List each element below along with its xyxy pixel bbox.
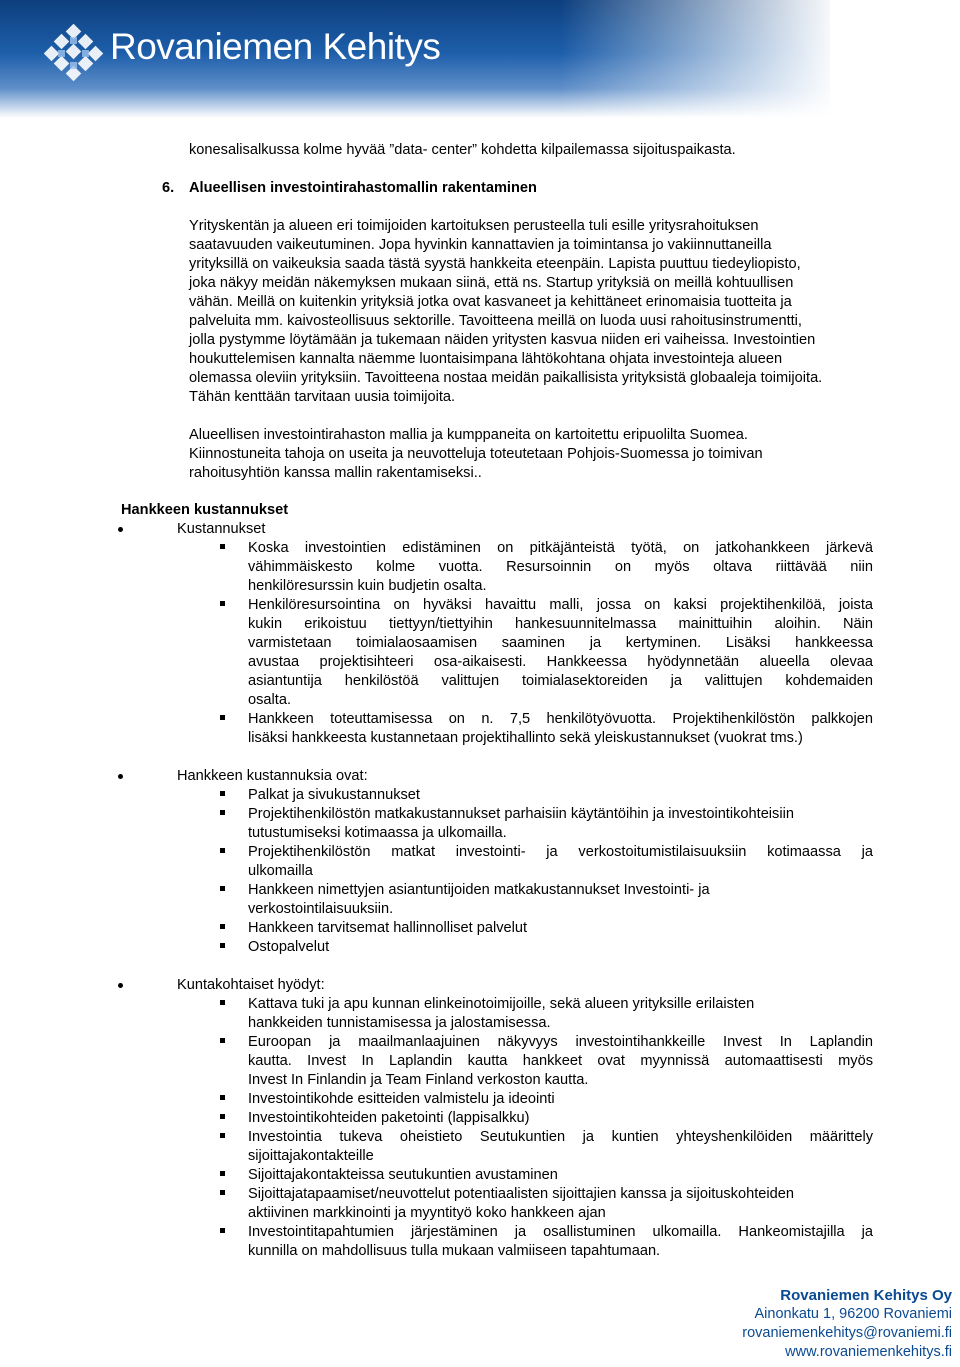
square-bullet-icon [220,886,225,891]
list-item-line: Invest In Finlandin ja Team Finland verkoston kautta. [248,1072,589,1088]
square-bullet-icon [220,1038,225,1043]
footer-address: Ainonkatu 1, 96200 Rovaniemi [754,1306,952,1322]
bullet-label: Kustannukset [177,521,266,537]
body-line: Tähän kenttään tarvitaan uusia toimijoita. [189,389,456,405]
list-item-line: kautta. Invest In Laplandin kautta hankkeet ovat myynnissä automaattisesti myös [248,1053,873,1069]
list-item-line: Projektihenkilöstön matkakustannukset parhaisiin käytäntöihin ja investointikohteisiin [248,806,794,822]
list-item-line: sijoittajakontakteille [248,1148,374,1164]
list-item-line: asiantuntija henkilöstöä valittujen toimialasektoreiden ja valittujen kohdemaiden [248,673,873,689]
list-item-line: verkostointilaisuuksiin. [248,901,394,917]
body-line: rahoitusyhtiön kanssa mallin rakentamiseksi.. [189,465,482,481]
list-item-line: lisäksi hankkeesta kustannetaan projektihallinto sekä yleiskustannukset (vuokrat tms.) [248,730,803,746]
body-line: konesalisalkussa kolme hyvää ”data- center” kohdetta kilpailemassa sijoituspaikasta. [189,142,736,158]
square-bullet-icon [220,1095,225,1100]
bullet-label: Kuntakohtaiset hyödyt: [177,977,325,993]
body-line: yrityksillä on vaikeuksia saada tästä syystä hankkeita eteenpäin. Lapista puuttuu tiedeyliopisto, [189,256,801,272]
body-line: joka näkyy meidän näkemyksen mukaan siinä, että ns. Startup yrityksiä on meillä kohtuullisen [189,275,794,291]
bullet-dot-icon [118,527,123,532]
list-item-line: Kattava tuki ja apu kunnan elinkeinotoimijoille, sekä alueen yrityksille erilaisten [248,996,755,1012]
square-bullet-icon [220,943,225,948]
body-line: Yrityskentän ja alueen eri toimijoiden kartoituksen perusteella tuli esille yritysrahoituksen [189,218,759,234]
footer-company: Rovaniemen Kehitys Oy [780,1287,952,1304]
section-number: 6. [162,180,175,196]
footer-email[interactable]: rovaniemenkehitys@rovaniemi.fi [742,1325,952,1341]
footer-contact [702,1286,952,1364]
section-title: Alueellisen investointirahastomallin rakentaminen [189,180,537,196]
square-bullet-icon [220,791,225,796]
list-item-line: vähimmäiskesto kolme vuotta. Resursoinnin on myös oltava riittävää niin [248,559,873,575]
list-item-line: Sijoittajatapaamiset/neuvottelut potentiaalisten sijoittajien kanssa ja sijoituskohteiden [248,1186,794,1202]
list-item-line: Hankkeen tarvitsemat hallinnolliset palvelut [248,920,528,936]
bullet-label: Hankkeen kustannuksia ovat: [177,768,368,784]
square-bullet-icon [220,1114,225,1119]
list-item-line: hankkeiden tunnistamisessa ja jalostamisessa. [248,1015,551,1031]
square-bullet-icon [220,1000,225,1005]
cube-logo-icon [44,24,104,84]
header-banner-fade [560,0,840,118]
square-bullet-icon [220,924,225,929]
list-item-line: Investointitapahtumien järjestäminen ja osallistuminen ulkomailla. Hankeomistajilla ja [248,1224,873,1240]
square-bullet-icon [220,1171,225,1176]
list-item-line: Palkat ja sivukustannukset [248,787,420,803]
footer-web[interactable]: www.rovaniemenkehitys.fi [785,1344,952,1360]
list-item-line: Henkilöresursointina on hyväksi havaittu malli, jossa on kaksi projektihenkilöä, joista [248,597,873,613]
list-item-line: Sijoittajakontakteissa seutukuntien avustaminen [248,1167,558,1183]
list-item-line: Investointia tukeva oheistieto Seutukuntien ja kuntien yhteyshenkilöiden määrittely [248,1129,873,1145]
list-item-line: Investointikohteiden paketointi (lappisalkku) [248,1110,530,1126]
list-item-line: Hankkeen toteuttamisessa on n. 7,5 henkilötyövuotta. Projektihenkilöstön palkkojen [248,711,873,727]
list-item-line: Ostopalvelut [248,939,330,955]
square-bullet-icon [220,1228,225,1233]
square-bullet-icon [220,601,225,606]
square-bullet-icon [220,544,225,549]
body-line: saatavuuden vaikeutuminen. Jopa hyvinkin kannattavien ja toimintansa jo vakiinnuttaneilla [189,237,772,253]
bullet-dot-icon [118,983,123,988]
body-line: Kiinnostuneita tahoja on useita ja neuvotteluja toteutetaan Pohjois-Suomessa jo toimivan [189,446,763,462]
square-bullet-icon [220,1190,225,1195]
list-item-line: Hankkeen nimettyjen asiantuntijoiden matkakustannukset Investointi- ja [248,882,710,898]
list-item-line: henkilöresurssin kuin budjetin osalta. [248,578,487,594]
section-heading: Hankkeen kustannukset [121,502,289,518]
square-bullet-icon [220,810,225,815]
list-item-line: Euroopan ja maailmanlaajuinen näkyvyys investointihankkeille Invest In Laplandin [248,1034,873,1050]
list-item-line: kunnilla on mahdollisuus tulla mukaan valmiiseen tapahtumaan. [248,1243,661,1259]
bullet-dot-icon [118,774,123,779]
list-item-line: Investointikohde esitteiden valmistelu ja ideointi [248,1091,555,1107]
body-line: jolla pystymme löytämään ja tukemaan näiden yritysten kasvua niiden eri vaiheissa. Investointien [189,332,816,348]
list-item-line: osalta. [248,692,291,708]
list-item-line: Projektihenkilöstön matkat investointi- ja verkostoitumistilaisuuksiin kotimaassa ja [248,844,873,860]
square-bullet-icon [220,715,225,720]
body-line: palveluita mm. kaivosteollisuus sektorille. Tavoitteena meillä on luoda uusi rahoitusinstrumentti, [189,313,802,329]
square-bullet-icon [220,1133,225,1138]
list-item-line: avustaa projektisihteeri osa-aikaisesti. Hankkeessa hyödynnetään alueella olevaa [248,654,873,670]
list-item-line: ulkomailla [248,863,313,879]
body-line: Alueellisen investointirahaston mallia ja kumppaneita on kartoitettu eripuolilta Suomea. [189,427,748,443]
body-line: houkuttelemisen kannalta näemme luontaisimpana lähtökohtana ohjata investointeja alueen [189,351,783,367]
list-item-line: aktiivinen markkinointi ja myyntityö koko hankkeen ajan [248,1205,606,1221]
list-item-line: kukin erikoistuu tiettyyn/tiettyihin hankesuunnitelmassa mainittuihin aloihin. Näin [248,616,873,632]
list-item-line: tutustumiseksi kotimaassa ja ulkomailla. [248,825,507,841]
list-item-line: varmistetaan toimialaosaamisen saaminen ja kertyminen. Lisäksi hankkeessa [248,635,873,651]
list-item-line: Koska investointien edistäminen on pitkäjänteistä työtä, on jatkohankkeen järkevä [248,540,873,556]
brand-name: Rovaniemen Kehitys [110,26,441,67]
body-line: olemassa oleviin yrityksiin. Tavoitteena nostaa meidän paikallisista yrityksistä globaaleja toimijoita. [189,370,823,386]
body-line: vähän. Meillä on kuitenkin yrityksiä jotka ovat kasvaneet ja kehittäneet erinomaisia tuotteita ja [189,294,792,310]
square-bullet-icon [220,848,225,853]
